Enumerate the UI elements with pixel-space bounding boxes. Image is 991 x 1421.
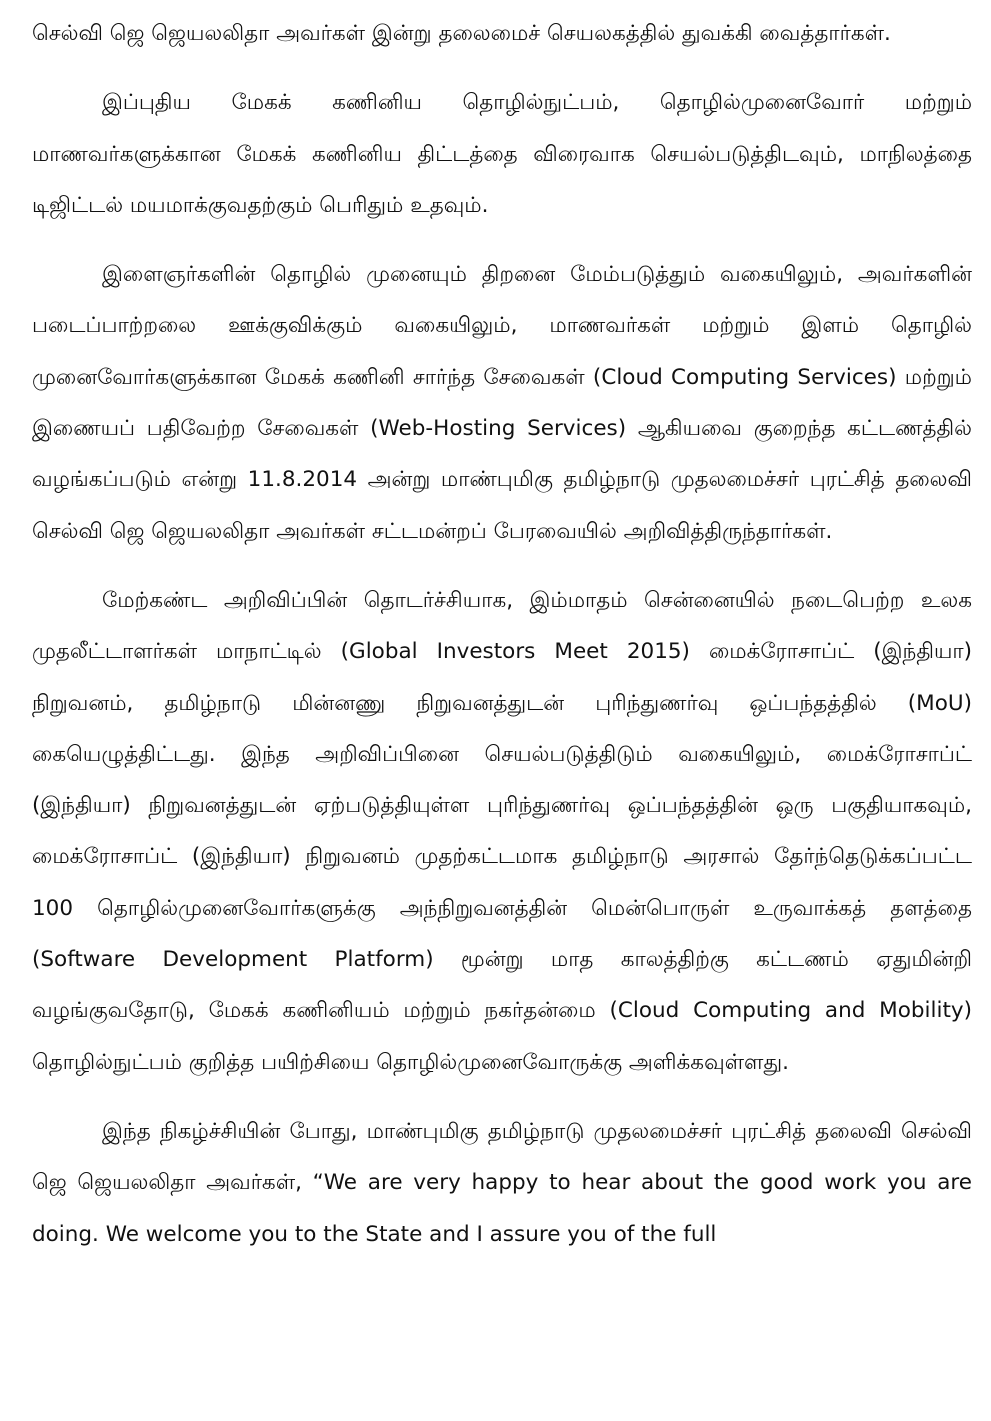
paragraph-cloud-benefits: இப்புதிய மேகக் கணினிய தொழில்நுட்பம், தொழில்முனைவோர் மற்றும் மாணவர்களுக்கான மேகக் கணினிய திட்டத்தை விரைவாக செயல்படுத்திடவும், மாநிலத்தை டிஜிட்டல் மயமாக்குவதற்கும் பெரிதும் உதவும்.: [32, 90, 972, 218]
paragraph-inauguration-end: செல்வி ஜெ ஜெயலலிதா அவர்கள் இன்று தலைமைச் செயலகத்தில் துவக்கி வைத்தார்கள்.: [32, 21, 891, 46]
paragraph-cm-quote: இந்த நிகழ்ச்சியின் போது, மாண்புமிகு தமிழ்நாடு முதலமைச்சர் புரட்சித் தலைவி செல்வி ஜெ ஜெயலலிதா அவர்கள், “We are very happy to hear about the good work you are doing. We welcome you to the State and I assure you of the full: [32, 1118, 972, 1247]
paragraph-youth-entrepreneurship: இளைஞர்களின் தொழில் முனையும் திறனை மேம்படுத்தும் வகையிலும், அவர்களின் படைப்பாற்றலை ஊக்குவிக்கும் வகையிலும், மாணவர்கள் மற்றும் இளம் தொழில் முனைவோர்களுக்கான மேகக் கணினி சார்ந்த சேவைகள் (Cloud Computing Services) மற்றும் இணையப் பதிவேற்ற சேவைகள் (Web-Hosting Services) ஆகியவை குறைந்த கட்டணத்தில் வழங்கப்படும் என்று 11.8.2014 அன்று மாண்புமிகு தமிழ்நாடு முதலமைச்சர் புரட்சித் தலைவி செல்வி ஜெ ஜெயலலிதா அவர்கள் சட்டமன்றப் பேரவையில் அறிவித்திருந்தார்கள்.: [32, 262, 972, 544]
document-page: [32, 8, 972, 1413]
paragraph-microsoft-mou: மேற்கண்ட அறிவிப்பின் தொடர்ச்சியாக, இம்மாதம் சென்னையில் நடைபெற்ற உலக முதலீட்டாளர்கள் மாநாட்டில் (Global Investors Meet 2015) மைக்ரோசாப்ட் (இந்தியா) நிறுவனம், தமிழ்நாடு மின்னணு நிறுவனத்துடன் புரிந்துணர்வு ஒப்பந்தத்தில் (MoU) கையெழுத்திட்டது. இந்த அறிவிப்பினை செயல்படுத்திடும் வகையிலும், மைக்ரோசாப்ட் (இந்தியா) நிறுவனத்துடன் ஏற்படுத்தியுள்ள புரிந்துணர்வு ஒப்பந்தத்தின் ஒரு பகுதியாகவும், மைக்ரோசாப்ட் (இந்தியா) நிறுவனம் முதற்கட்டமாக தமிழ்நாடு அரசால் தேர்ந்தெடுக்கப்பட்ட 100 தொழில்முனைவோர்களுக்கு அந்நிறுவனத்தின் மென்பொருள் உருவாக்கத் தளத்தை (Software Development Platform) மூன்று மாத காலத்திற்கு கட்டணம் ஏதுமின்றி வழங்குவதோடு, மேகக் கணினியம் மற்றும் நகர்தன்மை (Cloud Computing and Mobility) தொழில்நுட்பம் குறித்த பயிற்சியை தொழில்முனைவோருக்கு அளிக்கவுள்ளது.: [32, 587, 972, 1075]
